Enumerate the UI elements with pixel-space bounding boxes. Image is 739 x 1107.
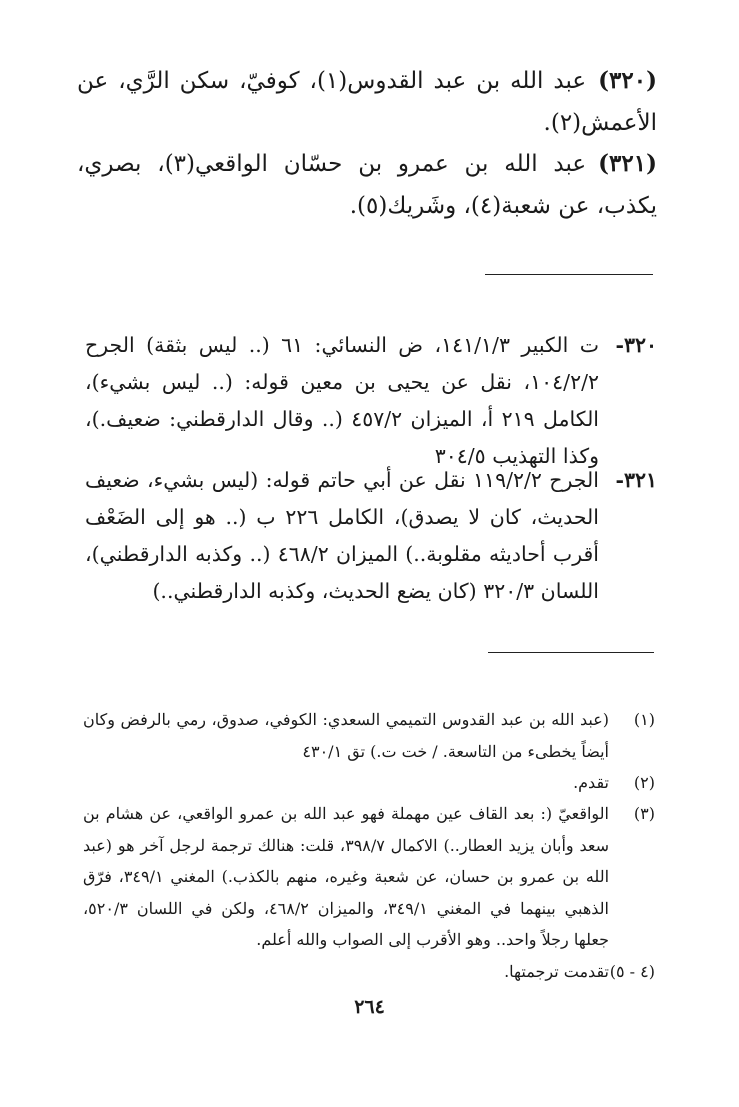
commentary-number: ٣٢٠- xyxy=(615,333,657,357)
entry-320 xyxy=(77,60,657,144)
page-number: ٢٦٤ xyxy=(354,996,385,1018)
commentary-320 xyxy=(85,327,655,475)
footnote-number: (٣) xyxy=(633,804,655,823)
entry-text: عبد الله بن عبد القدوس(١)، كوفيّ، سكن الرَّي، عن الأعمش(٢). xyxy=(77,68,657,136)
entry-number: (٣٢٠) xyxy=(598,67,657,94)
footnote-text: الواقعيّ (: بعد القاف عين مهملة فهو عبد الله بن عمرو الواقعي، عن هشام بن سعد وأبان يزيد العطار..) الاكمال ٣٩٨/٧، قلت: هنالك ترجمة لرجل آخر هو (عبد الله بن عمرو بن حسان، عن شعبة وغيره، منهم بالكذب.) المغني ٣٤٩/١، فرّق الذهبي بينهما في المغني ٣٤٩/١، والميزان ٤٦٨/٢، ولكن في اللسان ٥٢٠/٣، جعلها رجلاً واحد.. وهو الأقرب إلى الصواب والله أعلم. xyxy=(83,804,610,949)
entry-text: عبد الله بن عمرو بن حسّان الواقعي(٣)، بصري، يكذب، عن شعبة(٤)، وشَريك(٥). xyxy=(77,151,657,219)
footnote-text: تقدم. xyxy=(573,773,609,792)
commentary-number: ٣٢١- xyxy=(615,468,657,492)
footnote-number: (١) xyxy=(633,710,655,729)
commentary-text: الجرح ١١٩/٢/٢ نقل عن أبي حاتم قوله: (ليس بشيء، ضعيف الحديث، كان لا يصدق)، الكامل ٢٢٦ ب (.. هو إلى الضَعْف أقرب أحاديثه مقلوبة..) الميزان ٤٦٨/٢ (.. وكذبه الدارقطني)، اللسان ٣٢٠/٣ (كان يضع الحديث، وكذبه الدارقطني..) xyxy=(85,468,599,603)
footnote-number: (٤ - ٥) xyxy=(609,962,655,981)
footnote-2 xyxy=(83,767,655,799)
entry-321 xyxy=(77,143,657,227)
commentary-text: ت الكبير ١٤١/١/٣، ض النسائي: ٦١ (.. ليس بثقة) الجرح ١٠٤/٢/٢، نقل عن يحيى بن معين قوله: (.. ليس بشيء)، الكامل ٢١٩ أ، الميزان ٤٥٧/٢ (.. وقال الدارقطني: ضعيف.)، وكذا التهذيب ٣٠٤/٥ xyxy=(85,333,600,468)
footnote-divider xyxy=(488,652,654,653)
footnote-number: (٢) xyxy=(633,773,655,792)
commentary-321 xyxy=(85,462,655,610)
footnote-4-5 xyxy=(83,956,655,988)
section-divider xyxy=(485,274,653,275)
entry-number: (٣٢١) xyxy=(598,150,657,177)
footnote-3 xyxy=(83,798,655,956)
footnote-text: تقدمت ترجمتها. xyxy=(504,962,609,981)
footnote-text: (عبد الله بن عبد القدوس التميمي السعدي: الكوفي، صدوق، رمي بالرفض وكان أيضاً يخطىء من التاسعة. / خت ت.) تق ٤٣٠/١ xyxy=(83,710,609,761)
footnote-1 xyxy=(83,704,655,767)
